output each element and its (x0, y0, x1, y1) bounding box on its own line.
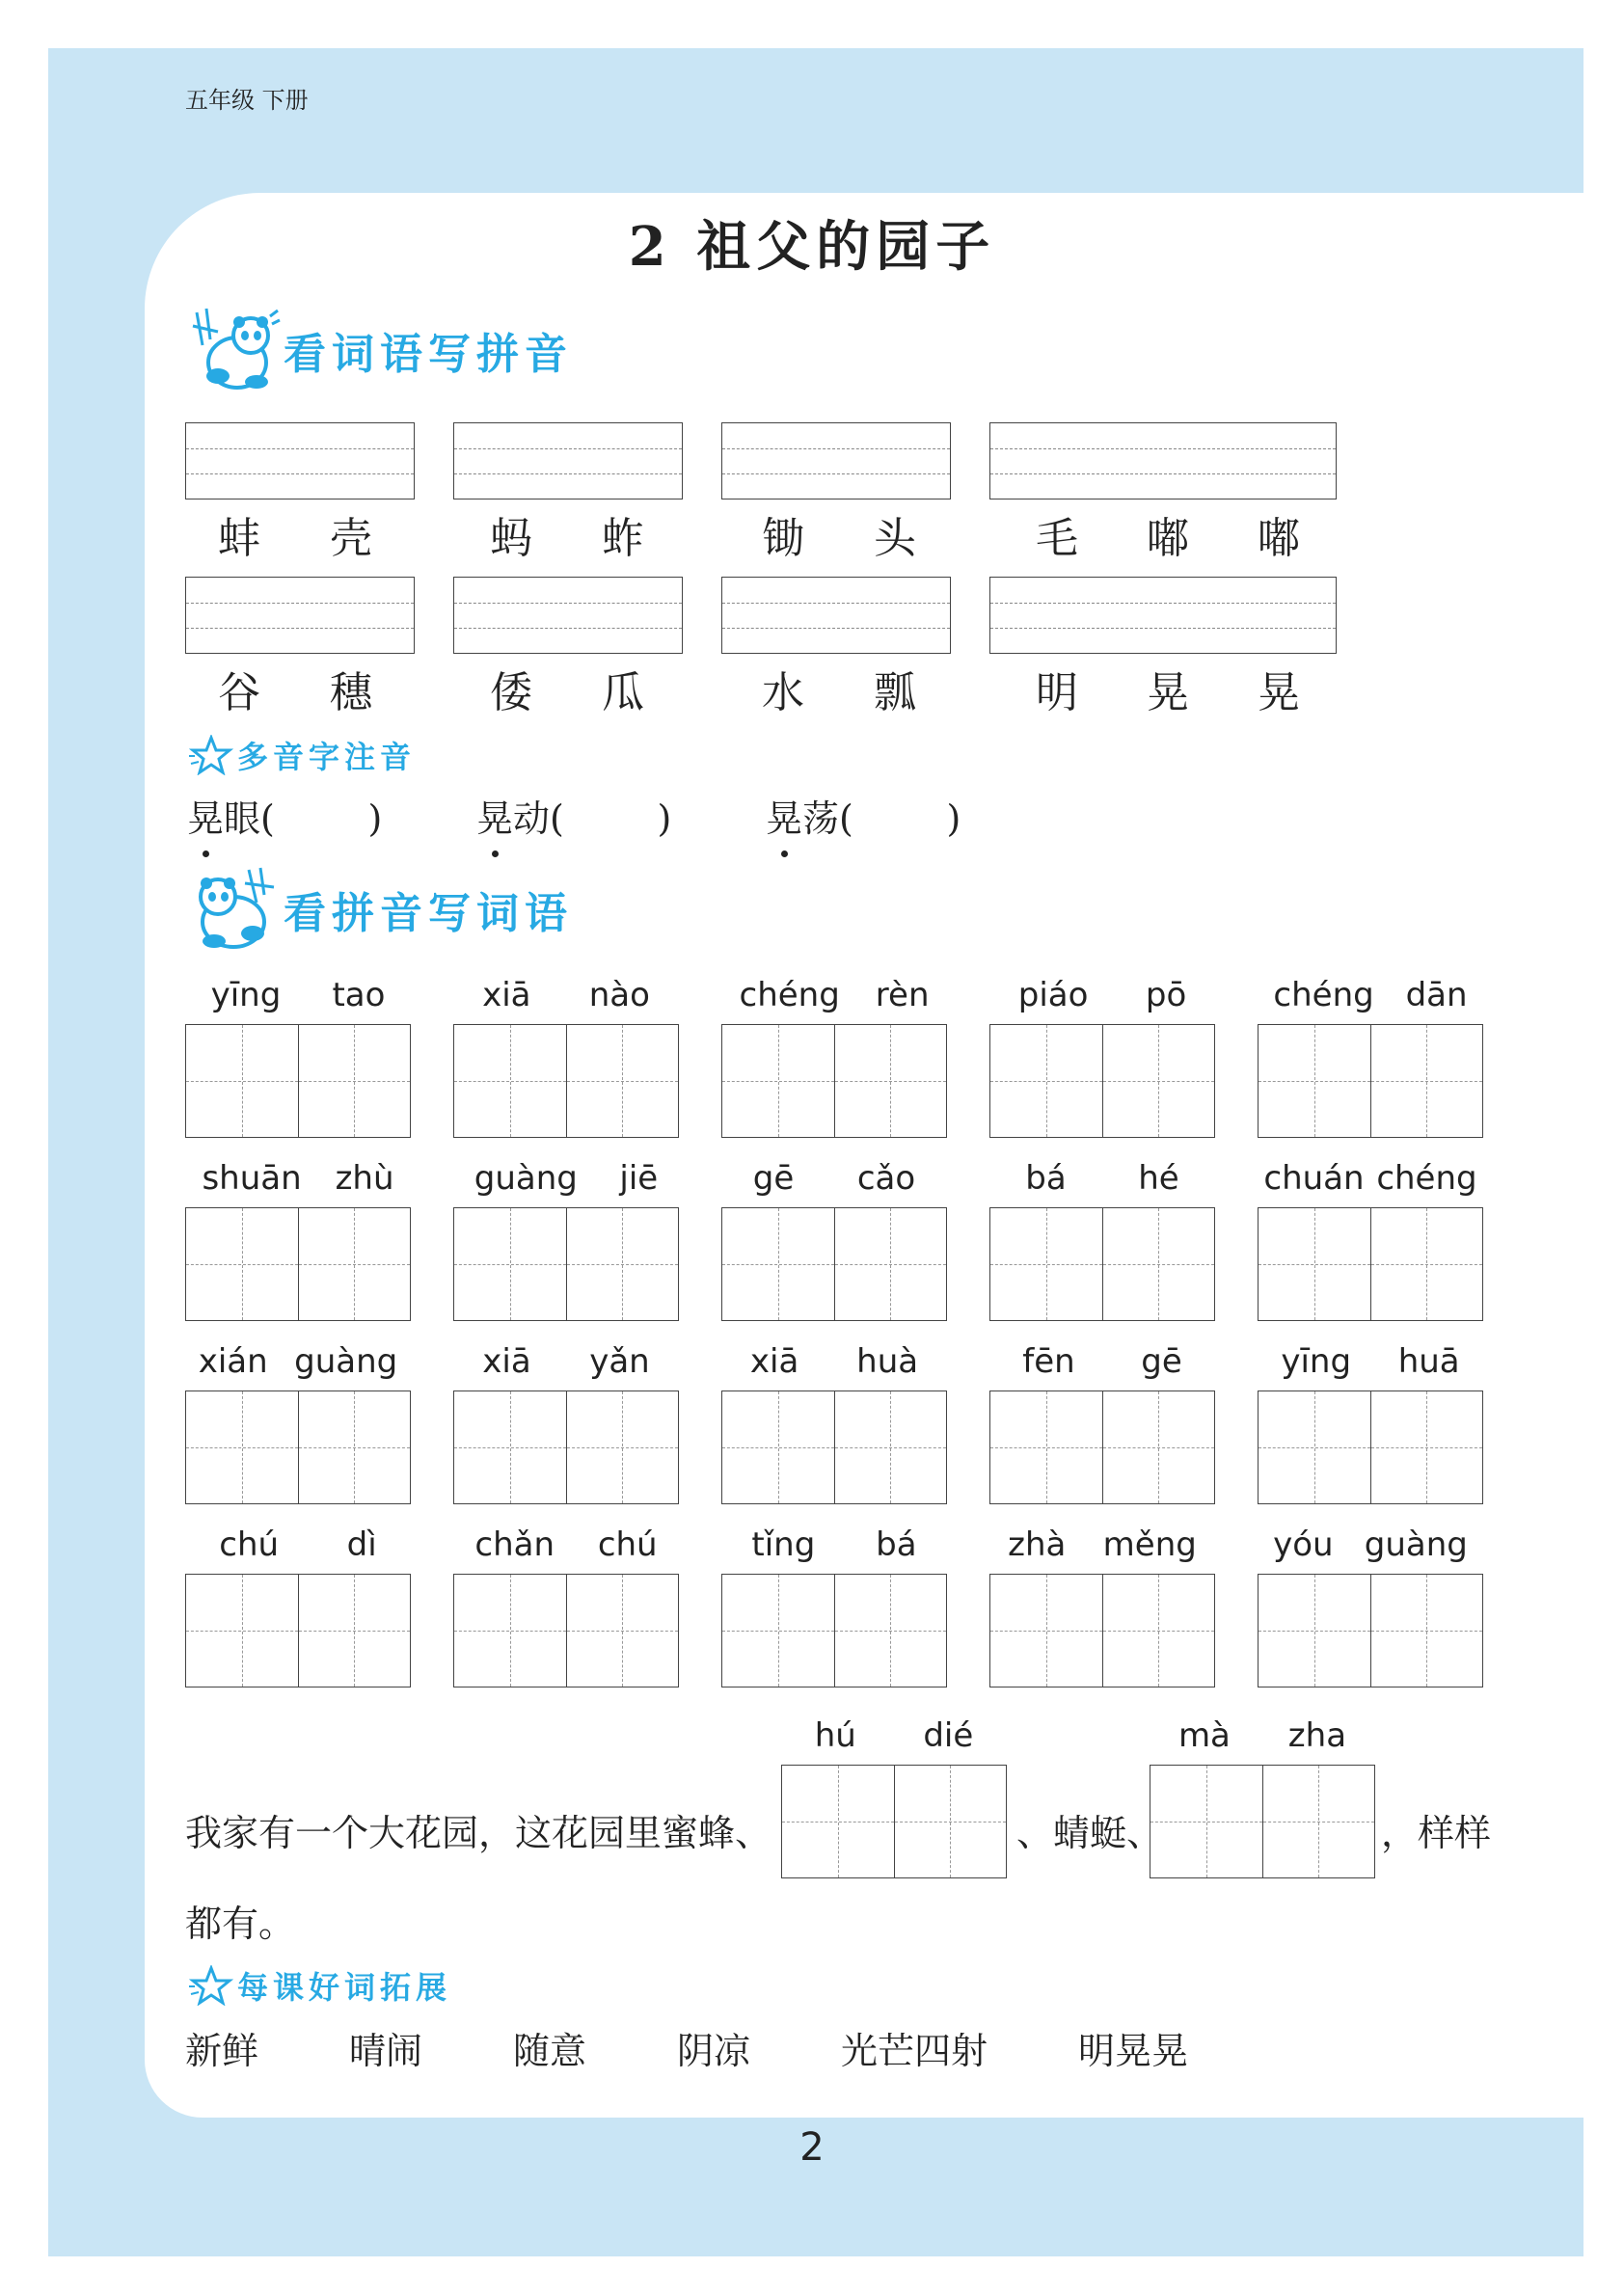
sentence-blank[interactable]: mà zha (1150, 1714, 1375, 1878)
word: 倭 瓜 (490, 668, 644, 717)
star-icon (189, 1965, 233, 2006)
panda-icon (189, 866, 282, 953)
word-grid-item[interactable]: gē cǎo (721, 1157, 947, 1321)
polyphone-item[interactable]: 晃 荡 ( ) (766, 789, 961, 842)
panda-icon (189, 307, 282, 393)
pinyin-box[interactable] (185, 577, 415, 654)
subsection-header-extension (189, 1963, 451, 2008)
word-grid-item[interactable]: yīng tao (185, 974, 411, 1138)
word-grid-item[interactable]: yóu guàng (1258, 1524, 1483, 1688)
extension-word: 光芒四射 (841, 2030, 988, 2072)
word-grid-item[interactable]: chuán chéng (1258, 1157, 1483, 1321)
sentence-part: 我家有一个大花园，这花园里蜜蜂、 (185, 1812, 772, 1854)
word: 明 晃 晃 (1036, 668, 1300, 717)
section-title: 看拼音写词语 (284, 889, 573, 938)
section-header-words (189, 866, 573, 953)
subsection-title: 每课好词拓展 (237, 1969, 452, 2006)
pinyin-box[interactable] (453, 422, 683, 500)
grade-label: 五年级 下册 (185, 87, 309, 114)
pinyin-box[interactable] (989, 577, 1337, 654)
sentence-part: ，样样 (1381, 1812, 1492, 1854)
pinyin-box[interactable] (185, 422, 415, 500)
word: 水 瓢 (762, 668, 916, 717)
extension-word: 晴闹 (349, 2030, 423, 2072)
word-grid-item[interactable]: chú dì (185, 1524, 411, 1688)
word: 锄 头 (762, 514, 916, 563)
word-grid-item[interactable]: xiā huà (721, 1340, 947, 1504)
pinyin-box[interactable] (989, 422, 1337, 500)
page-number: 2 (799, 2125, 825, 2170)
word: 蚌 壳 (218, 514, 372, 563)
word-grid-item[interactable]: bá hé (989, 1157, 1215, 1321)
word-grid-item[interactable]: xiā yǎn (453, 1340, 679, 1504)
extension-word: 明晃晃 (1078, 2030, 1189, 2072)
word-grid-item[interactable]: piáo pō (989, 974, 1215, 1138)
word-grid-item[interactable]: guàng jiē (453, 1157, 679, 1321)
pinyin-box[interactable] (721, 422, 951, 500)
word-grid-item[interactable]: tǐng bá (721, 1524, 947, 1688)
subsection-title: 多音字注音 (237, 739, 417, 775)
word-grid-item[interactable]: zhà měng (989, 1524, 1215, 1688)
pinyin-box[interactable] (721, 577, 951, 654)
pinyin-box[interactable] (453, 577, 683, 654)
word-grid-item[interactable]: yīng huā (1258, 1340, 1483, 1504)
polyphone-item[interactable]: 晃 眼 ( ) (187, 789, 382, 842)
lesson-title: 2 祖父的园子 (628, 215, 996, 279)
word-grid-item[interactable]: shuān zhù (185, 1157, 411, 1321)
word-grid-item[interactable]: xiā nào (453, 974, 679, 1138)
word-grid-item[interactable]: fēn gē (989, 1340, 1215, 1504)
word: 蚂 蚱 (490, 514, 644, 563)
extension-word: 阴凉 (677, 2030, 751, 2072)
word: 谷 穗 (218, 668, 372, 717)
subsection-header-polyphone (189, 733, 416, 777)
section-header-pinyin (189, 307, 573, 393)
sentence-blank[interactable]: hú dié (781, 1714, 1007, 1878)
extension-word: 新鲜 (185, 2030, 259, 2072)
word: 毛 嘟 嘟 (1036, 514, 1300, 563)
section-title: 看词语写拼音 (284, 330, 573, 379)
polyphone-item[interactable]: 晃 动 ( ) (476, 789, 671, 842)
sentence-part: 都有。 (185, 1903, 296, 1945)
star-icon (189, 735, 233, 775)
word-grid-item[interactable]: chéng dān (1258, 974, 1483, 1138)
word-grid-item[interactable]: chǎn chú (453, 1524, 679, 1688)
sentence-part: 、蜻蜓、 (1016, 1812, 1164, 1854)
extension-word: 随意 (513, 2030, 587, 2072)
word-grid-item[interactable]: xián guàng (185, 1340, 411, 1504)
word-grid-item[interactable]: chéng rèn (721, 974, 947, 1138)
